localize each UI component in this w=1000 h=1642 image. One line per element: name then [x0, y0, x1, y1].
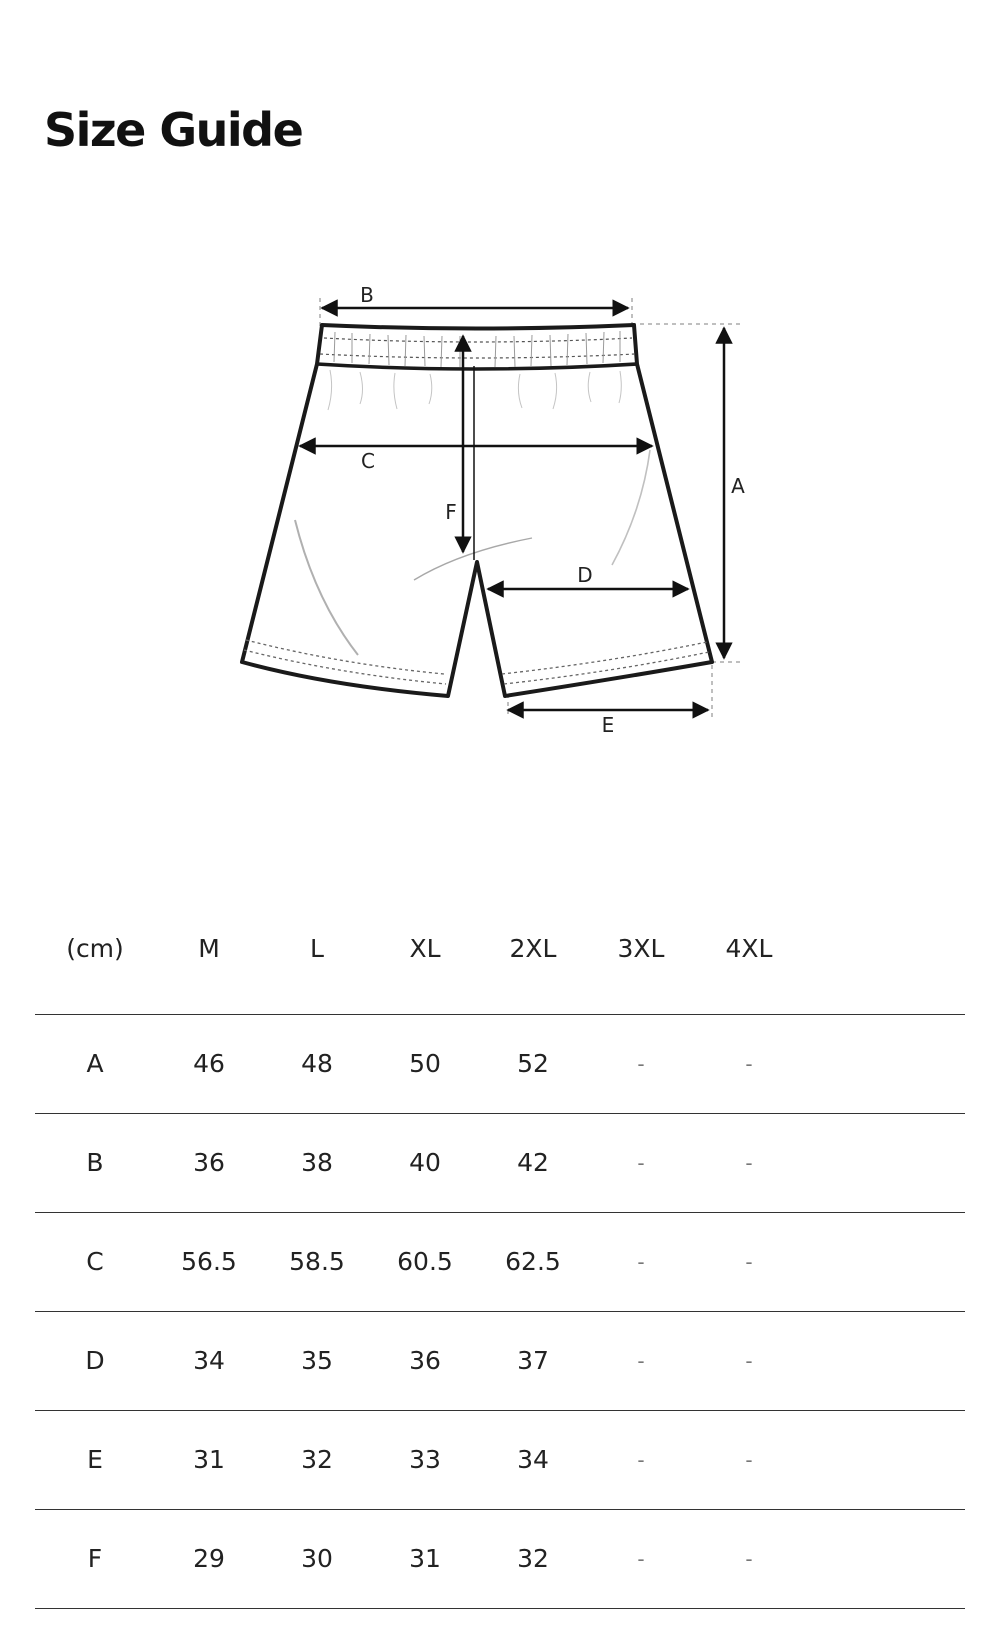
- label-a: A: [731, 474, 745, 498]
- size-header: XL: [409, 934, 441, 964]
- table-cell: 30: [301, 1544, 333, 1573]
- table-cell: 31: [409, 1544, 441, 1573]
- label-c: C: [361, 449, 375, 473]
- table-cell: 36: [193, 1148, 225, 1177]
- size-table: [35, 912, 965, 1609]
- empty-cell: [803, 1113, 965, 1212]
- row-label: E: [87, 1445, 103, 1474]
- table-cell: 58.5: [289, 1247, 345, 1276]
- table-cell: 32: [517, 1544, 549, 1573]
- size-header: M: [198, 934, 220, 964]
- table-cell: -: [637, 1348, 645, 1373]
- table-cell: 42: [517, 1148, 549, 1177]
- table-row: [35, 1014, 965, 1113]
- label-e: E: [601, 713, 615, 737]
- table-row: [35, 1311, 965, 1410]
- size-header: 3XL: [617, 934, 665, 964]
- size-header: 4XL: [725, 934, 773, 964]
- row-label: B: [86, 1148, 104, 1177]
- table-cell: -: [745, 1348, 753, 1373]
- table-cell: -: [637, 1249, 645, 1274]
- empty-header: [803, 912, 965, 1014]
- table-cell: -: [637, 1150, 645, 1175]
- table-cell: 38: [301, 1148, 333, 1177]
- shorts-outline: [242, 325, 712, 696]
- table-body: [35, 1014, 965, 1608]
- empty-cell: [803, 1410, 965, 1509]
- table-cell: 32: [301, 1445, 333, 1474]
- table-cell: 34: [517, 1445, 549, 1474]
- row-label: D: [85, 1346, 105, 1375]
- unit-label: (cm): [66, 934, 124, 964]
- table-cell: 46: [193, 1049, 225, 1078]
- table-cell: 36: [409, 1346, 441, 1375]
- row-label: A: [86, 1049, 104, 1078]
- label-f: F: [445, 500, 457, 524]
- table-row: [35, 1212, 965, 1311]
- row-label: C: [86, 1247, 104, 1276]
- table-cell: 37: [517, 1346, 549, 1375]
- table-cell: -: [637, 1546, 645, 1571]
- table-cell: 50: [409, 1049, 441, 1078]
- empty-cell: [803, 1509, 965, 1608]
- row-label: F: [87, 1544, 103, 1573]
- table-cell: 29: [193, 1544, 225, 1573]
- table-cell: -: [637, 1447, 645, 1472]
- table-cell: -: [745, 1447, 753, 1472]
- empty-cell: [803, 1014, 965, 1113]
- size-header: L: [310, 934, 324, 964]
- table-cell: -: [745, 1051, 753, 1076]
- table-cell: 40: [409, 1148, 441, 1177]
- label-d: D: [577, 563, 593, 587]
- table-cell: 60.5: [397, 1247, 453, 1276]
- table-cell: 62.5: [505, 1247, 561, 1276]
- table-cell: -: [745, 1150, 753, 1175]
- table-cell: -: [745, 1249, 753, 1274]
- table-cell: 56.5: [181, 1247, 237, 1276]
- table-cell: 52: [517, 1049, 549, 1078]
- table-row: [35, 1113, 965, 1212]
- table-cell: 33: [409, 1445, 441, 1474]
- table-row: [35, 1410, 965, 1509]
- table-cell: 34: [193, 1346, 225, 1375]
- empty-cell: [803, 1311, 965, 1410]
- empty-cell: [803, 1212, 965, 1311]
- page-title: Size Guide: [44, 102, 303, 157]
- table-cell: 35: [301, 1346, 333, 1375]
- shorts-illustration: [0, 270, 1000, 790]
- table-cell: 31: [193, 1445, 225, 1474]
- label-b: B: [360, 283, 374, 307]
- size-header: 2XL: [509, 934, 557, 964]
- shorts-measurement-diagram: [0, 270, 1000, 790]
- table-row: [35, 1509, 965, 1608]
- table-cell: -: [637, 1051, 645, 1076]
- table-cell: 48: [301, 1049, 333, 1078]
- table-cell: -: [745, 1546, 753, 1571]
- table-header-row: [35, 912, 965, 1014]
